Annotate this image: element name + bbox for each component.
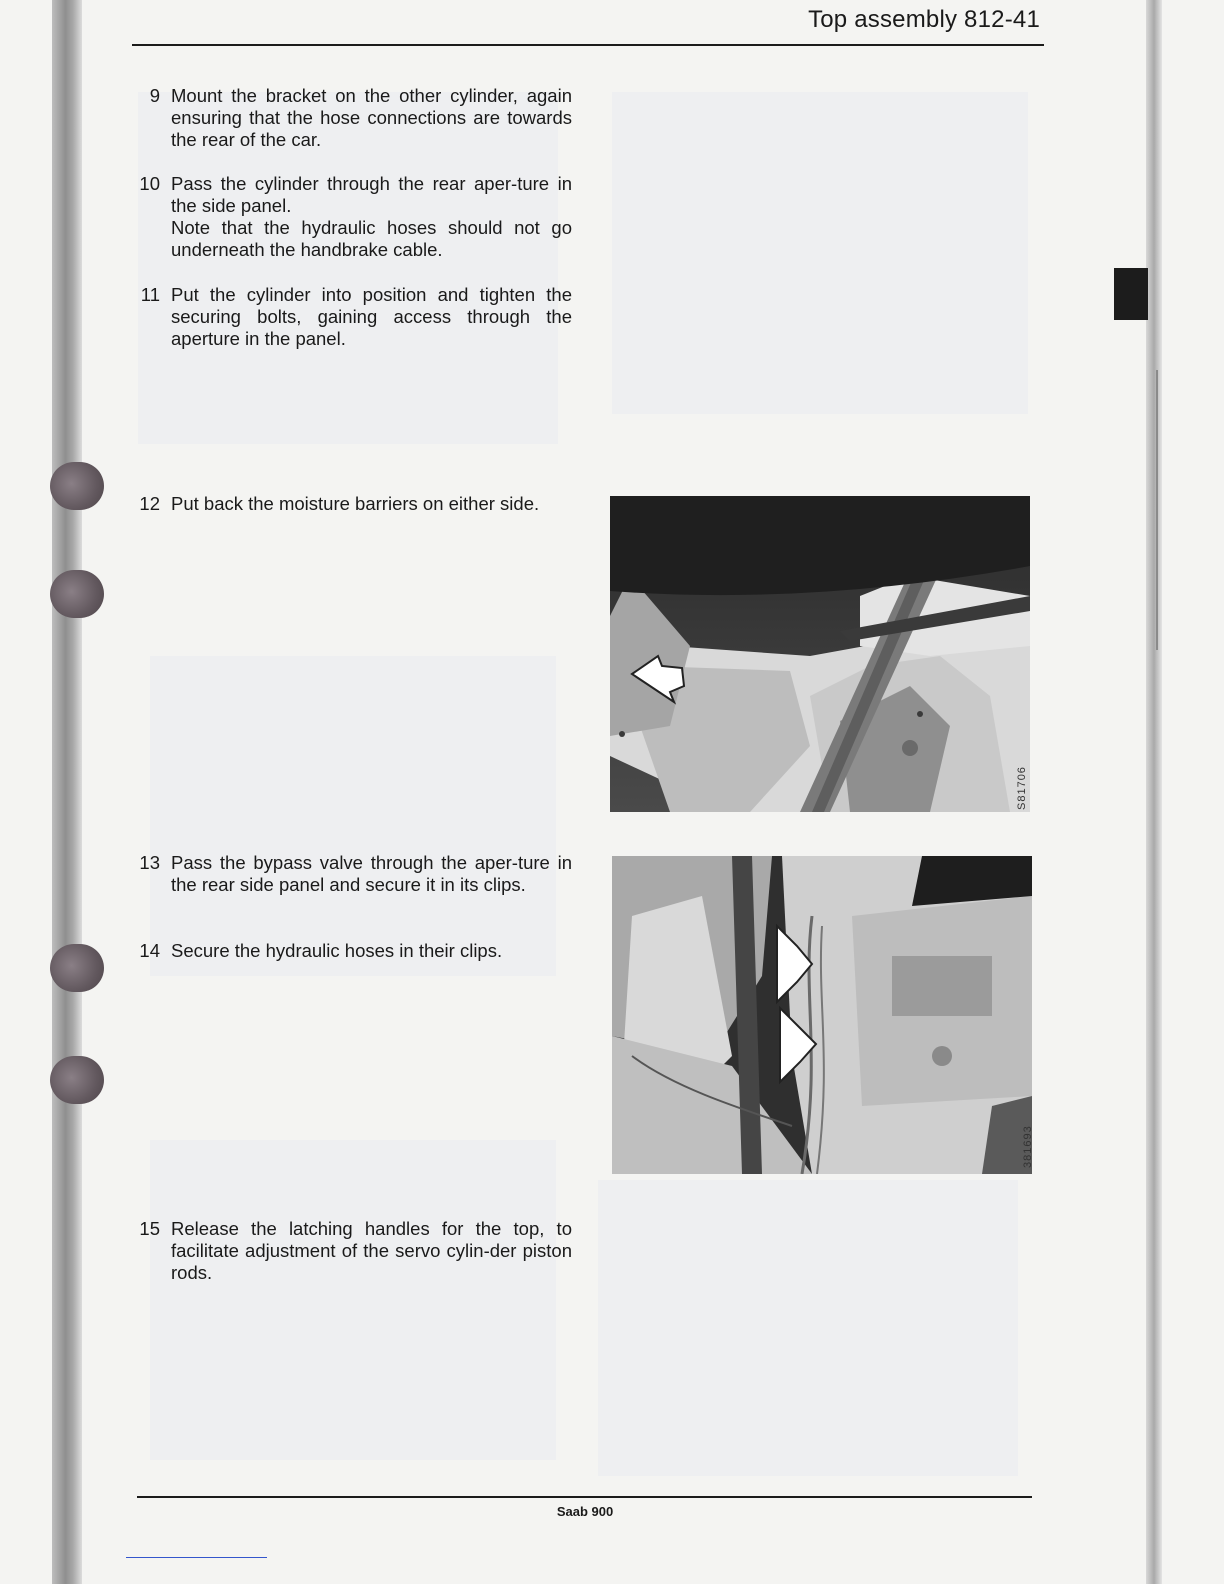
photo-reference-code: S81706	[1016, 766, 1028, 810]
step-text: Pass the cylinder through the rear aper-ture in the side panel.	[171, 173, 572, 216]
step-number: 13	[139, 852, 160, 873]
step-text: Mount the bracket on the other cylinder, again ensuring that the hose connections are towards the rear of the car.	[171, 85, 572, 150]
show-through-area	[150, 656, 556, 976]
step-number: 9	[149, 85, 160, 106]
punch-hole	[50, 570, 104, 618]
punch-hole	[50, 1056, 104, 1104]
step-number: 12	[139, 493, 160, 514]
step-9	[132, 85, 572, 151]
step-text: Put the cylinder into position and tighten the securing bolts, gaining access through the aperture in the panel.	[171, 284, 572, 349]
page-title: Top assembly 812-41	[808, 6, 1040, 33]
photo-hydraulic-hoses	[612, 856, 1032, 1174]
photo-moisture-barrier	[610, 496, 1030, 812]
punch-hole	[50, 944, 104, 992]
step-number: 10	[139, 173, 160, 194]
header-rule	[132, 44, 1044, 46]
step-13	[132, 852, 572, 896]
section-tab-marker	[1114, 268, 1148, 320]
step-12	[132, 493, 572, 515]
step-text: Pass the bypass valve through the aper-ture in the rear side panel and secure it in its clips.	[171, 852, 572, 895]
step-11	[132, 284, 572, 350]
binder-edge-right	[1146, 0, 1162, 1584]
footer-model: Saab 900	[556, 1504, 614, 1519]
photo-reference-code: 381693	[1022, 1125, 1034, 1168]
step-text: Put back the moisture barriers on either side.	[171, 493, 540, 514]
step-number: 14	[139, 940, 160, 961]
show-through-area	[150, 1140, 556, 1460]
step-number: 15	[139, 1218, 160, 1239]
step-number: 11	[140, 284, 160, 305]
edge-line	[1156, 370, 1158, 650]
footer-rule	[137, 1496, 1032, 1498]
step-text: Release the latching handles for the top, to facilitate adjustment of the servo cylin-der piston rods.	[171, 1218, 572, 1283]
step-15	[132, 1218, 572, 1284]
step-text: Secure the hydraulic hoses in their clips.	[171, 940, 503, 961]
step-10	[132, 173, 572, 261]
punch-hole	[50, 462, 104, 510]
show-through-area	[612, 92, 1028, 414]
binder-edge-left	[52, 0, 82, 1584]
bottom-line	[126, 1557, 267, 1558]
step-14	[132, 940, 572, 962]
show-through-area	[598, 1180, 1018, 1476]
step-note: Note that the hydraulic hoses should not go underneath the handbrake cable.	[171, 217, 572, 260]
